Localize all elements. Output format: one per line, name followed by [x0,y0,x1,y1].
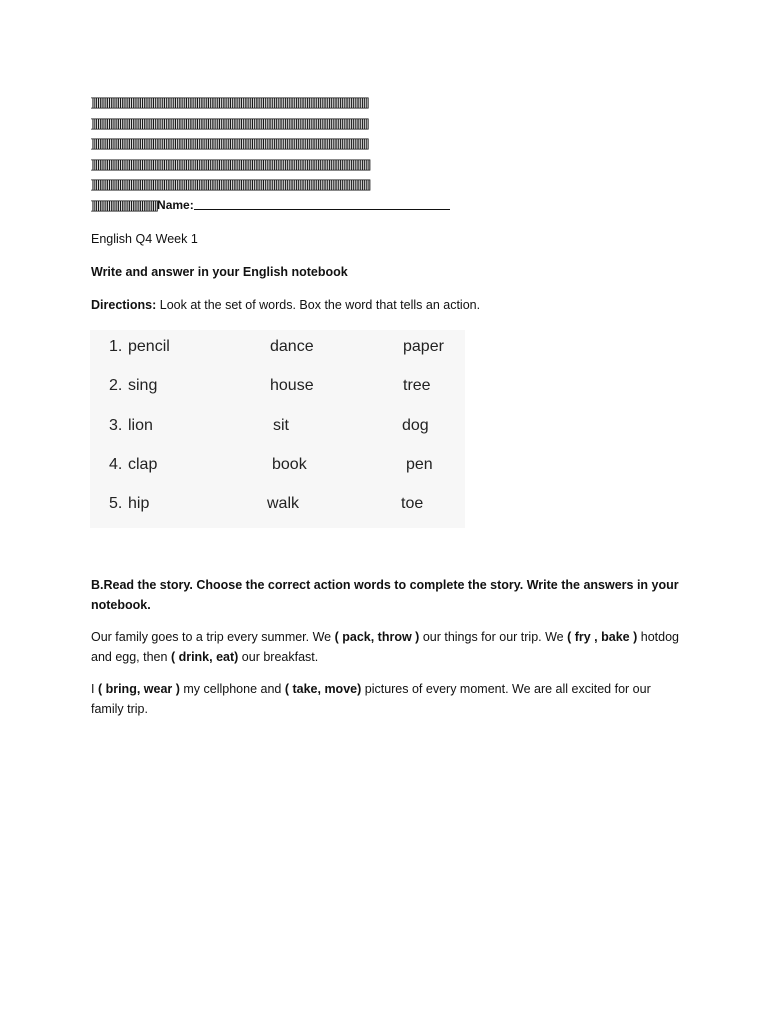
bracket-line: ]]]]]]]]]]]]]]]]]]]]]]]]]]]]]]]]]]]]]]]]]]]]]]]]]]]]]]]]]]]]]]]]]]]]]]]]]]]]]]]]]]]]]]]]]]]]]]]]]]]]]]]]]]]]]]]]]]]]]]]]]]]]]]]]]]]]]]]]]]]]]]]]]]]]]]] [91,115,368,130]
week-title: English Q4 Week 1 [91,232,198,246]
story-text: Our family goes to a trip every summer. We [91,630,335,644]
word: hip [128,495,150,512]
word: sing [128,377,158,394]
word: pencil [128,338,170,355]
bracket-prefix: ]]]]]]]]]]]]]]]]]]]]]]]]]]]]]]]]]]]] [91,197,158,212]
word: lion [128,417,153,434]
directions-text: Look at the set of words. Box the word that tells an action. [156,298,481,312]
word: sit [273,417,289,434]
word: dog [402,417,429,434]
word: clap [128,456,158,473]
instruction: Write and answer in your English notebook [91,265,348,279]
item-number: 5. [109,495,123,512]
choice: ( fry , bake ) [567,630,638,644]
story-text: my cellphone and [179,682,285,696]
word: book [272,456,307,473]
story-text: hotdog and egg, then [91,630,679,664]
name-label: Name: [157,197,194,212]
word: pen [406,456,433,473]
choice: ( take, move) [284,682,362,696]
story-text: our breakfast. [238,650,319,664]
word-set-table [90,330,465,528]
directions [91,295,681,315]
story-text: I [91,682,98,696]
story-paragraph-1 [91,627,681,667]
story-text: our things for our trip. We [419,630,568,644]
bracket-line: ]]]]]]]]]]]]]]]]]]]]]]]]]]]]]]]]]]]]]]]]]]]]]]]]]]]]]]]]]]]]]]]]]]]]]]]]]]]]]]]]]]]]]]]]]]]]]]]]]]]]]]]]]]]]]]]]]]]]]]]]]]]]]]]]]]]]]]]]]]]]]]]]]]]]]]] [91,95,368,109]
item-number: 1. [109,338,123,355]
directions-label: Directions: [91,298,157,312]
story-paragraph-2 [91,679,681,719]
name-line [91,195,675,216]
item-number: 2. [109,377,123,394]
choice: ( drink, eat) [170,650,239,664]
choice: ( bring, wear ) [97,682,180,696]
bracket-line: ]]]]]]]]]]]]]]]]]]]]]]]]]]]]]]]]]]]]]]]]]]]]]]]]]]]]]]]]]]]]]]]]]]]]]]]]]]]]]]]]]]]]]]]]]]]]]]]]]]]]]]]]]]]]]]]]]]]]]]]]]]]]]]]]]]]]]]]]]]]]]]]]]]]]]]] [91,136,368,150]
bracket-header [91,92,675,215]
word: walk [267,495,300,512]
name-blank[interactable] [194,197,450,210]
choice: ( pack, throw ) [334,630,420,644]
word: paper [403,338,444,355]
item-number: 3. [109,417,123,434]
word: tree [403,377,431,394]
bracket-line: ]]]]]]]]]]]]]]]]]]]]]]]]]]]]]]]]]]]]]]]]]]]]]]]]]]]]]]]]]]]]]]]]]]]]]]]]]]]]]]]]]]]]]]]]]]]]]]]]]]]]]]]]]]]]]]]]]]]]]]]]]]]]]]]]]]]]]]]]]]]]]]]]]]]]]]]] [91,177,370,191]
bracket-line: ]]]]]]]]]]]]]]]]]]]]]]]]]]]]]]]]]]]]]]]]]]]]]]]]]]]]]]]]]]]]]]]]]]]]]]]]]]]]]]]]]]]]]]]]]]]]]]]]]]]]]]]]]]]]]]]]]]]]]]]]]]]]]]]]]]]]]]]]]]]]]]]]]]]]]]]] [91,156,370,171]
item-number: 4. [109,456,123,473]
word: dance [270,338,314,355]
worksheet [91,92,681,315]
word: toe [401,495,424,512]
part-b-heading: B.Read the story. Choose the correct action words to complete the story. Write the answers in your notebook. [91,578,679,612]
story-text: pictures of every moment. We are all excited for our family trip. [91,682,651,716]
part-b [91,575,681,719]
word: house [270,377,314,394]
